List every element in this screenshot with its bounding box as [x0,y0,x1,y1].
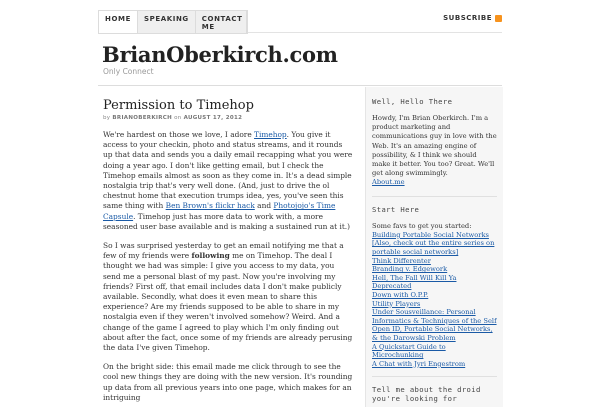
byline-on: on [174,115,182,121]
sidebar [365,87,503,407]
post-author[interactable]: BRIANOBERKIRCH [112,115,172,121]
paragraph-1 [103,130,353,232]
subscribe-link[interactable] [443,14,502,22]
favorite-link[interactable]: Building Portable Social Networks [372,230,489,239]
p2-text-b: me on Timehop. The deal I thought we had was simple: I give you access to my data, you send me a personal blast of my past. Now you're involving my friends? First off, that email includes data I don't make publicly available. Secondly, what does it even mean to share this experience? Are my friends supposed to be able to share in my nostalgia even if they weren't involved somehow? Weird. And a change of the game I agreed to play which I'm only finding out about after the fact, once some of my friends are already perusing the data I've given Timehop. [103,251,353,353]
favorite-link[interactable]: Utility Players [372,299,421,308]
favorite-link[interactable]: Under Sousveillance: Personal Informatics & Techniques of the Self [372,308,497,325]
nav-speaking[interactable]: SPEAKING [138,11,196,33]
favorite-link[interactable]: [Also, check out the entire series on portable social networks] [372,239,495,257]
favorite-link[interactable]: Hell, The Fall Will Kill Ya [372,273,457,282]
favorite-link[interactable]: A Quickstart Guide to Microchunking [372,342,446,360]
favorites-list [372,231,497,369]
post-byline [103,115,242,121]
about-me-link[interactable]: About.me [372,178,405,187]
header-divider [98,85,502,86]
favorite-link[interactable]: Down with O.P.P. [372,290,429,299]
nav-home[interactable]: HOME [99,11,138,33]
p2-text-a: So I was surprised yesterday to get an email notifying me that a few of my friends were [103,241,344,261]
p1-text-a: We're hardest on those we love, I adore [103,130,255,139]
favorite-link[interactable]: Branding v. Edgework [372,265,448,274]
sidebar-divider [372,196,497,197]
favorite-link[interactable]: Think Differenter [372,256,431,265]
p1-text-d: . Timehop just has more data to work with, a more seasoned user base available and is making a sustained run at it.) [103,211,351,231]
timehop-link[interactable]: Timehop [254,130,287,139]
paragraph-3: On the bright side: this email made me click through to see the cool new things they are doing with the new version. It's rounding up data from all previous years into one page, which makes for an intriguing [103,362,353,402]
flickr-hack-link[interactable]: Ben Brown's flickr hack [165,201,255,211]
hello-heading: Well, Hello There [372,97,453,106]
photojojo-link[interactable]: Photojojo's Time Capsule [103,201,336,221]
droid-heading: Tell me about the droid you're looking for [372,385,481,404]
nav-contact-me[interactable]: CONTACT ME [196,11,247,33]
subscribe-label: SUBSCRIBE [443,14,492,22]
top-bar [98,10,502,33]
paragraph-2 [103,241,353,353]
post-body [103,130,353,412]
site-tagline: Only Connect [103,67,154,76]
post-date: AUGUST 17, 2012 [183,115,243,121]
post-title[interactable]: Permission to Timehop [103,98,254,113]
start-intro: Some favs to get you started: [372,221,472,230]
byline-by: by [103,115,111,121]
p1-text-c: and [254,201,274,211]
favorite-link[interactable]: A Chat with Jyri Engestrom [372,359,466,368]
p2-bold: following [191,251,230,261]
main-nav [98,10,248,34]
rss-icon [495,15,502,22]
site-title[interactable]: BrianOberkirch.com [102,42,338,67]
favorite-link[interactable]: Deprecated [372,282,412,291]
sidebar-divider [372,376,497,377]
hello-text: Howdy, I'm Brian Oberkirch. I'm a product marketing and communications guy in love with the Web. It's an amazing engine of possibility, & I think we should make it better. You too? Great. We'll get along swimmingly. [372,114,497,178]
p1-text-b: . You give it access to your checkin, photo and status streams, and it rounds up that data and sends you a daily email recapping what you were doing a year ago. I don't like getting email, but I check the Timehop emails almost as soon as they come in. It's a dead simple nostalgia trip that's very well done. (And, just to drive the ol chestnut home that execution trumps idea, yes, you've seen this same thing with [103,130,353,211]
favorite-link[interactable]: Open ID, Portable Social Networks, & the Darowski Problem [372,325,493,342]
start-here-heading: Start Here [372,204,420,214]
